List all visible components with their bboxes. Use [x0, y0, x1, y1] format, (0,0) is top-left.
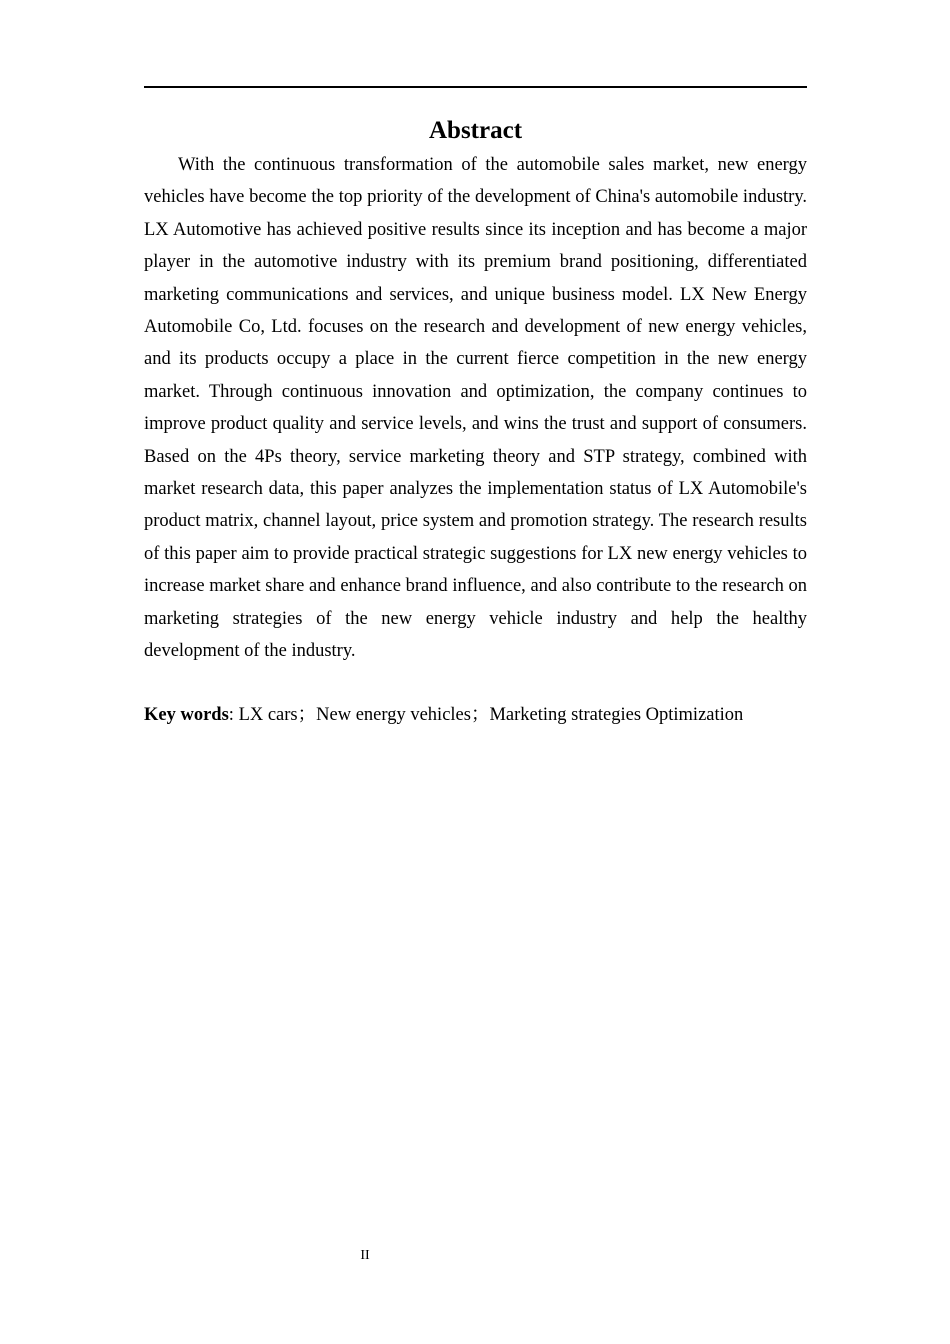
keywords-colon: :	[228, 705, 239, 725]
keyword-item: Marketing strategies Optimization	[489, 705, 744, 725]
keywords-label: Key words	[144, 705, 229, 725]
keyword-item: LX cars	[238, 705, 298, 725]
abstract-paragraph: With the continuous transformation of the automobile sales market, new energy vehicles have become the top priority of the development of China's automobile industry. LX Automotive has achieved positive results since its inception and has become a major player in the automotive industry with its premium brand positioning, differentiated marketing communications and services, and unique business model. LX New Energy Automobile Co, Ltd. focuses on the research and development of new energy vehicles, and its products occupy a place in the current fierce competition in the new energy market. Through continuous innovation and optimization, the company continues to improve product quality and service levels, and wins the trust and support of consumers. Based on the 4Ps theory, service marketing theory and STP strategy, combined with market research data, this paper analyzes the implementation status of LX Automobile's product matrix, channel layout, price system and promotion strategy. The research results of this paper aim to provide practical strategic suggestions for LX new energy vehicles to increase market share and enhance brand influence, and also contribute to the research on marketing strategies of the new energy vehicle industry and help the healthy development of the industry.	[144, 155, 807, 662]
header-rule	[144, 86, 807, 88]
keyword-separator: ；	[297, 705, 317, 725]
page-title: Abstract	[428, 117, 523, 144]
keyword-separator: ；	[470, 705, 490, 725]
keyword-item: New energy vehicles	[316, 705, 471, 725]
keywords-line	[144, 699, 807, 731]
page-number: II	[360, 1248, 370, 1263]
